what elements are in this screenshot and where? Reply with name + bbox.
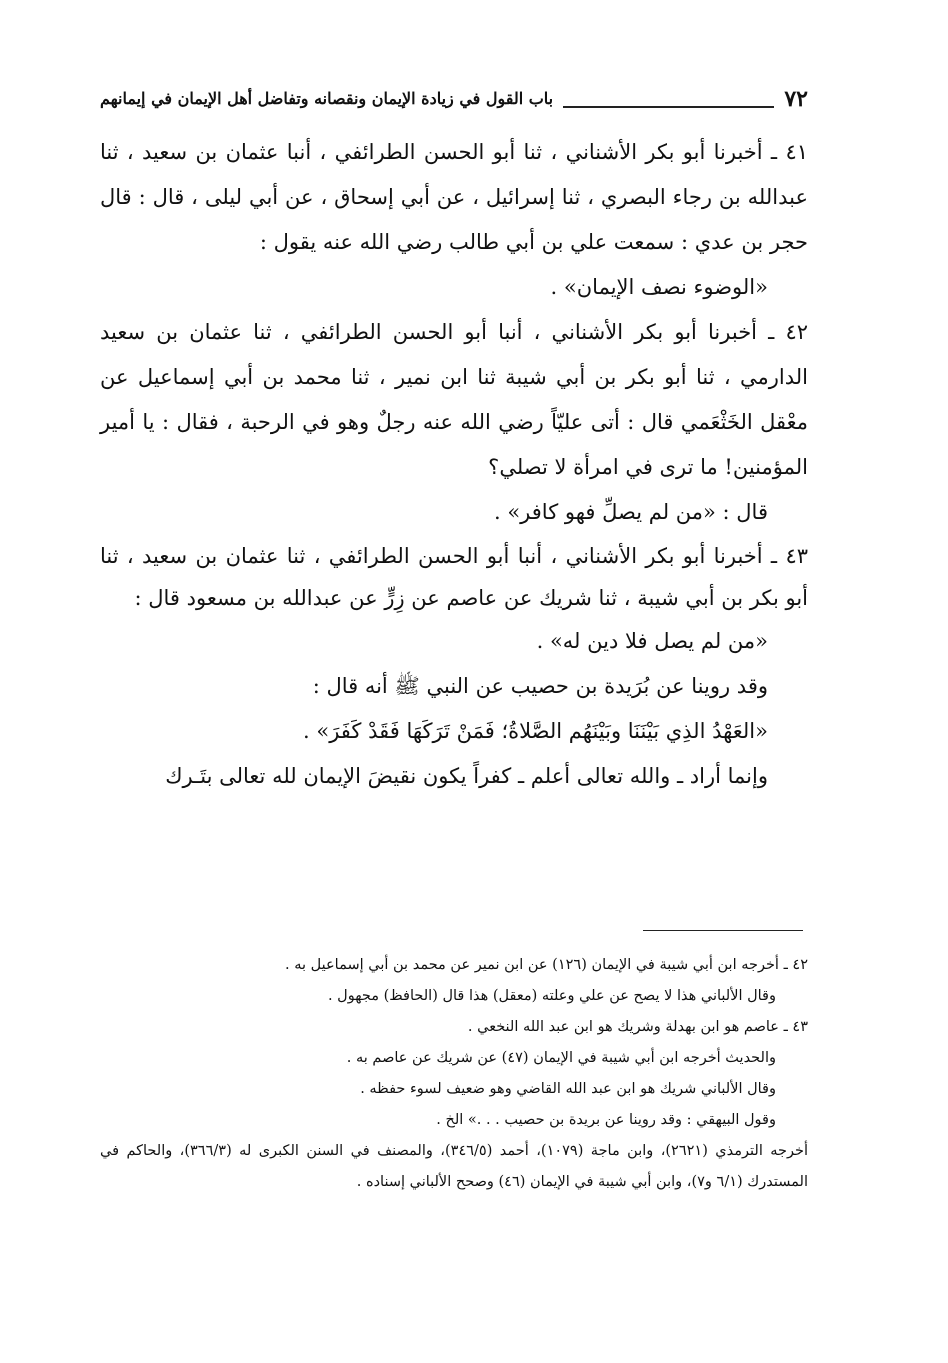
page-number: ٧٢ — [784, 86, 808, 112]
footnote-line: ٤٢ ـ أخرجه ابن أبي شيبة في الإيمان (١٢٦) عن ابن نمير عن محمد بن أبي إسماعيل به . — [285, 957, 808, 973]
footnote-separator — [643, 930, 803, 931]
footnote-line: أخرجه الترمذي (٢٦٢١)، وابن ماجة (١٠٧٩)، أحمد (٣٤٦/٥)، والمصنف في السنن الكبرى له (٣٦٦/٣)، والحاكم في المستدرك (٦/١ و٧)، وابن أبي شيبة في الإيمان (٤٦) وصحح الألباني إسناده . — [100, 1143, 809, 1190]
footnote-line: ٤٣ ـ عاصم هو ابن بهدلة وشريك هو ابن عبد الله النخعي . — [467, 1019, 808, 1035]
footnotes — [100, 950, 808, 1198]
main-text — [100, 130, 808, 799]
hadith-41-isnad: ٤١ ـ أخبرنا أبو بكر الأشناني ، ثنا أبو الحسن الطرائفي ، أنبا عثمان بن سعيد ، ثنا عبدالله بن رجاء البصري ، ثنا إسرائيل ، عن أبي إسحاق ، عن أبي ليلى ، قال : قال حجر بن عدي : سمعت علي بن أبي طالب رضي الله عنه يقول : — [100, 140, 808, 254]
footnote-line: والحديث أخرجه ابن أبي شيبة في الإيمان (٤٧) عن شريك عن عاصم به . — [346, 1050, 776, 1066]
hadith-43-text: «من لم يصل فلا دين له» . — [536, 629, 768, 653]
header-rule — [563, 106, 774, 108]
hadith-42-isnad: ٤٢ ـ أخبرنا أبو بكر الأشناني ، أنبا أبو الحسن الطرائفي ، ثنا عثمان بن سعيد الدارمي ، ثنا أبو بكر بن أبي شيبة ثنا ابن نمير ، ثنا محمد بن أبي إسماعيل عن معْقل الخَثْعَمي قال : أتى عليّاً رضي الله عنه رجلٌ وهو في الرحبة ، فقال : يا أمير المؤمنين! ما ترى في امرأة لا تصلي؟ — [100, 320, 808, 479]
narration-buraida: وقد روينا عن بُرَيدة بن حصيب عن النبي ﷺ أنه قال : — [312, 674, 768, 698]
running-header — [100, 78, 808, 114]
hadith-42-text: قال : «من لم يصلِّ فهو كافر» . — [493, 500, 768, 524]
chapter-title: باب القول في زيادة الإيمان ونقصانه وتفاضل أهل الإيمان في إيمانهم — [100, 89, 554, 108]
footnote-line: وقال الألباني هذا لا يصح عن علي وعلته (معقل) هذا قال (الحافظ) مجهول . — [327, 988, 776, 1004]
footnote-line: وقال الألباني شريك هو ابن عبد الله القاضي وهو ضعيف لسوء حفظه . — [360, 1081, 776, 1097]
hadith-covenant-text: «العَهْدُ الذِي بَيْنَنَا وبَيْنَهُم الصَّلاةُ؛ فَمَنْ تَرَكَهَا فَقَدْ كَفَرَ» . — [303, 719, 768, 743]
hadith-41-text: «الوضوء نصف الإيمان» . — [550, 275, 768, 299]
hadith-43-isnad: ٤٣ ـ أخبرنا أبو بكر الأشناني ، أنبا أبو الحسن الطرائفي ، ثنا عثمان بن سعيد ، ثنا أبو بكر بن أبي شيبة ، ثنا شريك عن عاصم عن زِرٍّ عن عبدالله بن مسعود قال : — [100, 544, 808, 610]
footnote-line: وقول البيهقي : وقد روينا عن بريدة بن حصيب . . .» الخ . — [436, 1112, 776, 1128]
commentary-line: وإنما أراد ـ والله تعالى أعلم ـ كفراً يكون نقيضَ الإيمان لله تعالى بتَـرك — [165, 764, 768, 788]
